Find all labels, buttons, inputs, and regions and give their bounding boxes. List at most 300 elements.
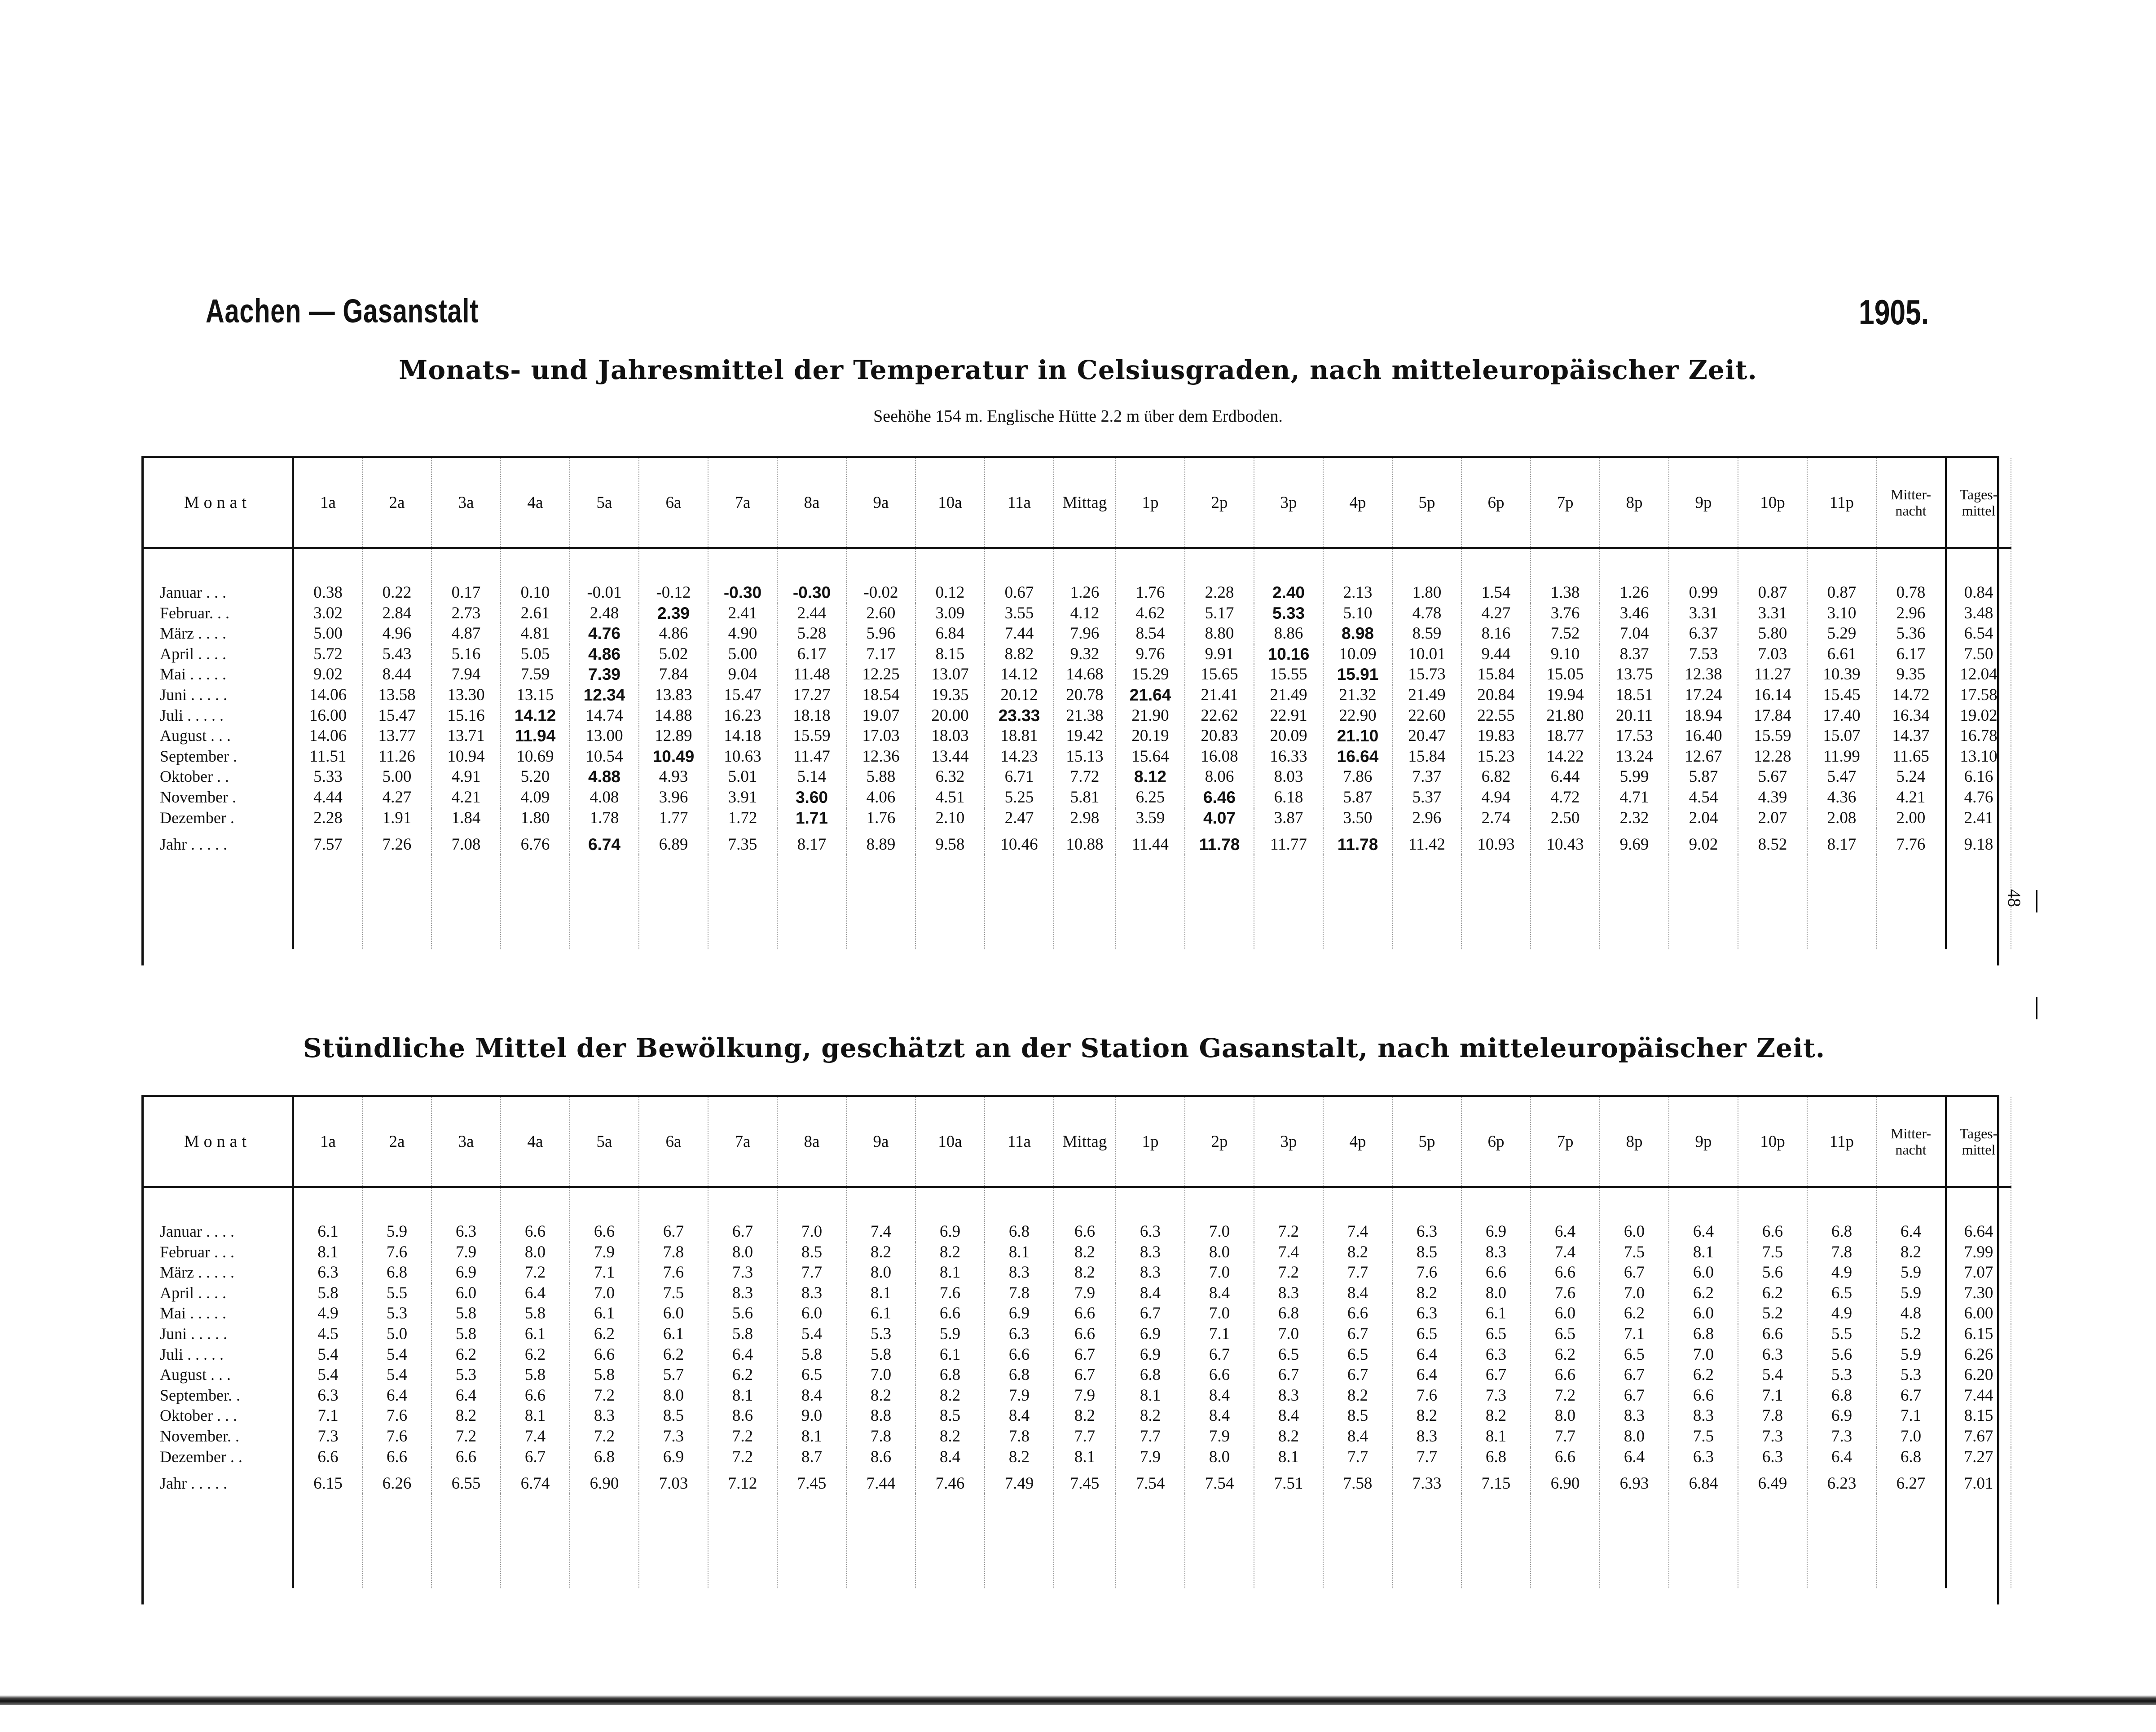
cell-value: 5.8 <box>501 1303 570 1324</box>
cell-value: 5.4 <box>293 1344 362 1365</box>
cell-value: 8.2 <box>1876 1242 1946 1263</box>
cell-value: 8.2 <box>1054 1262 1116 1283</box>
cell-value: 7.76 <box>1876 828 1946 855</box>
cell-value: 20.09 <box>1254 726 1323 746</box>
cell-value: 8.1 <box>777 1426 846 1447</box>
daily-mean-value: 9.18 <box>1946 828 2011 855</box>
cell-value: 9.0 <box>777 1406 846 1426</box>
cell-value: 6.6 <box>1054 1324 1116 1344</box>
cell-value: 6.5 <box>1254 1344 1323 1365</box>
cell-value: 15.23 <box>1461 746 1531 767</box>
cell-value: 7.4 <box>846 1221 915 1242</box>
cell-value: 14.74 <box>570 705 639 726</box>
cell-value: -0.02 <box>846 582 915 603</box>
cell-value: 5.05 <box>501 644 570 665</box>
cell-value: 5.3 <box>846 1324 915 1344</box>
cell-value: 6.3 <box>1738 1344 1807 1365</box>
table-row <box>143 726 2011 746</box>
cell-value: 13.71 <box>431 726 501 746</box>
cell-value: 6.6 <box>501 1221 570 1242</box>
cell-value: 20.83 <box>1185 726 1254 746</box>
cell-value: 6.25 <box>1116 787 1185 808</box>
cell-value: 8.6 <box>708 1406 777 1426</box>
cell-value: 19.94 <box>1531 685 1600 705</box>
cell-value: 5.8 <box>293 1283 362 1304</box>
cell-value: 6.6 <box>293 1447 362 1468</box>
cell-value: 6.49 <box>1738 1467 1807 1494</box>
cell-value: 7.15 <box>1461 1467 1531 1494</box>
cell-value: 7.9 <box>1054 1283 1116 1304</box>
header-hour-4p: 4p <box>1323 1097 1392 1187</box>
cell-value: 15.47 <box>362 705 431 726</box>
cell-value: 10.94 <box>431 746 501 767</box>
cell-value: 3.55 <box>985 603 1054 624</box>
cell-value: 3.50 <box>1323 808 1392 829</box>
cell-value: 5.36 <box>1876 623 1946 644</box>
cell-value: 7.45 <box>1054 1467 1116 1494</box>
cell-value: 6.76 <box>501 828 570 855</box>
table-row <box>143 1262 2011 1283</box>
cell-value: 8.5 <box>639 1406 708 1426</box>
cell-value: 7.9 <box>570 1242 639 1263</box>
cell-value: 6.2 <box>431 1344 501 1365</box>
cell-value: 6.8 <box>1807 1221 1876 1242</box>
daily-mean-value: 4.76 <box>1946 787 2011 808</box>
cell-value: 8.3 <box>708 1283 777 1304</box>
cell-value: 6.2 <box>501 1344 570 1365</box>
header-month: Monat <box>143 1097 293 1187</box>
cell-value: 3.59 <box>1116 808 1185 829</box>
cell-value: 0.38 <box>293 582 362 603</box>
cell-value: 8.2 <box>1116 1406 1185 1426</box>
cell-value: 8.2 <box>1323 1242 1392 1263</box>
cell-value: 19.35 <box>915 685 985 705</box>
cell-value: 8.2 <box>915 1242 985 1263</box>
cell-value: 6.4 <box>1876 1221 1946 1242</box>
cell-value: 6.5 <box>1600 1344 1669 1365</box>
cell-value: 8.3 <box>570 1406 639 1426</box>
cell-value: 11.47 <box>777 746 846 767</box>
cell-value: 7.3 <box>708 1262 777 1283</box>
station-title: Aachen — Gasanstalt <box>206 292 479 330</box>
cell-value: 7.0 <box>1254 1324 1323 1344</box>
cell-value: 6.2 <box>1531 1344 1600 1365</box>
cell-value: 7.03 <box>1738 644 1807 665</box>
cell-value: 15.47 <box>708 685 777 705</box>
cell-value: 10.63 <box>708 746 777 767</box>
cell-value: 20.12 <box>985 685 1054 705</box>
cell-value: -0.30 <box>708 582 777 603</box>
cell-value: 7.0 <box>570 1283 639 1304</box>
cell-value: 7.96 <box>1054 623 1116 644</box>
header-hour-7p: 7p <box>1531 458 1600 548</box>
cell-value: 10.88 <box>1054 828 1116 855</box>
cell-value: 2.40 <box>1254 582 1323 603</box>
cell-value: 6.71 <box>985 767 1054 787</box>
header-hour-3p: 3p <box>1254 458 1323 548</box>
cell-value: 6.3 <box>1669 1447 1738 1468</box>
cell-value: 1.76 <box>846 808 915 829</box>
daily-mean-value: 16.78 <box>1946 726 2011 746</box>
cell-value: 4.9 <box>1807 1303 1876 1324</box>
page-number: 48 <box>2004 889 2024 907</box>
cell-value: 7.59 <box>501 664 570 685</box>
cell-value: 6.2 <box>708 1365 777 1385</box>
daily-mean-value: 6.15 <box>1946 1324 2011 1344</box>
cell-value: 6.2 <box>639 1344 708 1365</box>
cell-value: 6.7 <box>1323 1324 1392 1344</box>
cell-value: 7.53 <box>1669 644 1738 665</box>
temperature-table <box>143 458 2011 949</box>
daily-mean-value: 17.58 <box>1946 685 2011 705</box>
cell-value: 2.07 <box>1738 808 1807 829</box>
cell-value: 12.89 <box>639 726 708 746</box>
cell-value: 6.9 <box>1116 1324 1185 1344</box>
cell-value: 6.8 <box>1461 1447 1531 1468</box>
cell-value: 13.07 <box>915 664 985 685</box>
cell-value: 6.6 <box>570 1221 639 1242</box>
cell-value: 6.3 <box>431 1221 501 1242</box>
cell-value: 16.40 <box>1669 726 1738 746</box>
cell-value: 8.15 <box>915 644 985 665</box>
cell-value: 5.8 <box>846 1344 915 1365</box>
cell-value: 6.7 <box>1185 1344 1254 1365</box>
cell-value: 6.18 <box>1254 787 1323 808</box>
cell-value: 7.1 <box>570 1262 639 1283</box>
cell-value: 7.9 <box>1116 1447 1185 1468</box>
cell-value: 7.6 <box>362 1426 431 1447</box>
cell-value: 7.9 <box>1185 1426 1254 1447</box>
cell-value: 7.0 <box>777 1221 846 1242</box>
cell-value: 1.91 <box>362 808 431 829</box>
cell-value: 15.59 <box>1738 726 1807 746</box>
cell-value: 6.5 <box>1323 1344 1392 1365</box>
header-hour-10p: 10p <box>1738 458 1807 548</box>
cell-value: 7.7 <box>777 1262 846 1283</box>
cell-value: 6.8 <box>362 1262 431 1283</box>
cell-value: 16.00 <box>293 705 362 726</box>
table-row <box>143 1242 2011 1263</box>
cell-value: 6.7 <box>1254 1365 1323 1385</box>
cell-value: 5.99 <box>1600 767 1669 787</box>
cell-value: 2.74 <box>1461 808 1531 829</box>
cell-value: 6.9 <box>1807 1406 1876 1426</box>
cell-value: 7.03 <box>639 1467 708 1494</box>
cell-value: 6.9 <box>431 1262 501 1283</box>
cell-value: 7.2 <box>1531 1385 1600 1406</box>
cell-value: 23.33 <box>985 705 1054 726</box>
cell-value: 14.06 <box>293 685 362 705</box>
cell-value: 13.77 <box>362 726 431 746</box>
cell-value: 6.8 <box>985 1365 1054 1385</box>
cell-value: 6.1 <box>293 1221 362 1242</box>
header-hour-11a: 11a <box>985 458 1054 548</box>
cell-value: 6.1 <box>639 1324 708 1344</box>
cell-value: 8.3 <box>1392 1426 1461 1447</box>
cell-value: 0.12 <box>915 582 985 603</box>
cell-value: 8.0 <box>1461 1283 1531 1304</box>
cell-value: 6.61 <box>1807 644 1876 665</box>
cell-value: 6.3 <box>1461 1344 1531 1365</box>
cell-value: 7.9 <box>1054 1385 1116 1406</box>
cell-value: 20.11 <box>1600 705 1669 726</box>
cell-value: 18.77 <box>1531 726 1600 746</box>
cell-value: 5.4 <box>362 1344 431 1365</box>
cell-value: 7.2 <box>501 1262 570 1283</box>
cell-value: 8.2 <box>1323 1385 1392 1406</box>
cell-value: 8.0 <box>1185 1447 1254 1468</box>
cell-value: 0.78 <box>1876 582 1946 603</box>
cell-value: 8.4 <box>1116 1283 1185 1304</box>
daily-mean-value: 7.01 <box>1946 1467 2011 1494</box>
cell-value: 7.2 <box>431 1426 501 1447</box>
cell-value: 11.42 <box>1392 828 1461 855</box>
daily-mean-value: 7.99 <box>1946 1242 2011 1263</box>
cell-value: 8.4 <box>1185 1283 1254 1304</box>
cell-value: 22.62 <box>1185 705 1254 726</box>
cell-value: 17.84 <box>1738 705 1807 726</box>
cell-value: 20.00 <box>915 705 985 726</box>
header-hour-mitternacht: Mitter- nacht <box>1876 1097 1946 1187</box>
cell-value: 6.1 <box>915 1344 985 1365</box>
header-hour-6p: 6p <box>1461 458 1531 548</box>
cell-value: 2.41 <box>708 603 777 624</box>
cell-value: 7.45 <box>777 1467 846 1494</box>
header-hour-6a: 6a <box>639 1097 708 1187</box>
cell-value: 2.28 <box>1185 582 1254 603</box>
table-row <box>143 582 2011 603</box>
month-label: Januar . . . <box>143 582 293 603</box>
cell-value: 6.90 <box>1531 1467 1600 1494</box>
month-label: Dezember . . <box>143 1447 293 1468</box>
cell-value: 10.93 <box>1461 828 1531 855</box>
cell-value: 8.2 <box>1392 1283 1461 1304</box>
cell-value: 6.6 <box>1738 1221 1807 1242</box>
cell-value: 6.9 <box>1461 1221 1531 1242</box>
cell-value: 8.2 <box>915 1385 985 1406</box>
cell-value: 13.44 <box>915 746 985 767</box>
cell-value: 4.12 <box>1054 603 1116 624</box>
cell-value: 11.78 <box>1323 828 1392 855</box>
month-label: Jahr . . . . . <box>143 1467 293 1494</box>
header-hour-11a: 11a <box>985 1097 1054 1187</box>
cell-value: 5.9 <box>1876 1262 1946 1283</box>
cell-value: 0.87 <box>1738 582 1807 603</box>
cell-value: 5.20 <box>501 767 570 787</box>
header-hour-2a: 2a <box>362 458 431 548</box>
cell-value: 9.02 <box>293 664 362 685</box>
cell-value: 7.0 <box>1185 1221 1254 1242</box>
cell-value: 15.13 <box>1054 746 1116 767</box>
cell-value: 6.6 <box>1531 1365 1600 1385</box>
cell-value: 4.96 <box>362 623 431 644</box>
cell-value: 2.96 <box>1392 808 1461 829</box>
cell-value: 3.31 <box>1669 603 1738 624</box>
header-hour-6a: 6a <box>639 458 708 548</box>
cell-value: 6.8 <box>570 1447 639 1468</box>
cell-value: 0.17 <box>431 582 501 603</box>
cell-value: 3.76 <box>1531 603 1600 624</box>
cell-value: 5.33 <box>293 767 362 787</box>
cell-value: 6.3 <box>293 1385 362 1406</box>
cell-value: 6.7 <box>1600 1365 1669 1385</box>
cell-value: 5.81 <box>1054 787 1116 808</box>
month-label: Februar . . . <box>143 1242 293 1263</box>
cell-value: 7.49 <box>985 1467 1054 1494</box>
cell-value: 4.88 <box>570 767 639 787</box>
cell-value: 10.69 <box>501 746 570 767</box>
cell-value: 3.91 <box>708 787 777 808</box>
cell-value: 6.0 <box>1669 1303 1738 1324</box>
cell-value: 1.72 <box>708 808 777 829</box>
cell-value: 14.18 <box>708 726 777 746</box>
cell-value: 7.3 <box>1461 1385 1531 1406</box>
daily-mean-value: 6.64 <box>1946 1221 2011 1242</box>
cell-value: 6.9 <box>985 1303 1054 1324</box>
daily-mean-value: 7.50 <box>1946 644 2011 665</box>
cell-value: 4.09 <box>501 787 570 808</box>
cell-value: 18.94 <box>1669 705 1738 726</box>
cell-value: 15.91 <box>1323 664 1392 685</box>
cell-value: 4.72 <box>1531 787 1600 808</box>
cell-value: 8.5 <box>1323 1406 1392 1426</box>
cell-value: 8.4 <box>915 1447 985 1468</box>
cell-value: 6.0 <box>1669 1262 1738 1283</box>
cell-value: 6.8 <box>1116 1365 1185 1385</box>
header-month: Monat <box>143 458 293 548</box>
cell-value: 7.84 <box>639 664 708 685</box>
cloudiness-table-title: Stündliche Mittel der Bewölkung, geschätzt an der Station Gasanstalt, nach mitteleuropäischer Zeit. <box>303 1033 1826 1063</box>
cell-value: 7.0 <box>1600 1283 1669 1304</box>
month-label: November. . <box>143 1426 293 1447</box>
cell-value: 19.07 <box>846 705 915 726</box>
cell-value: 4.21 <box>431 787 501 808</box>
cell-value: 2.39 <box>639 603 708 624</box>
cell-value: 17.24 <box>1669 685 1738 705</box>
cell-value: 1.54 <box>1461 582 1531 603</box>
cell-value: 21.80 <box>1531 705 1600 726</box>
cell-value: 7.9 <box>985 1385 1054 1406</box>
cell-value: 10.43 <box>1531 828 1600 855</box>
cell-value: 5.4 <box>1738 1365 1807 1385</box>
cell-value: 7.1 <box>293 1406 362 1426</box>
cell-value: 20.47 <box>1392 726 1461 746</box>
daily-mean-value: 6.26 <box>1946 1344 2011 1365</box>
header-hour-7a: 7a <box>708 458 777 548</box>
cell-value: 6.0 <box>431 1283 501 1304</box>
month-label: März . . . . <box>143 623 293 644</box>
table-row <box>143 1467 2011 1494</box>
cell-value: 7.8 <box>846 1426 915 1447</box>
table-row <box>143 664 2011 685</box>
cell-value: 5.0 <box>362 1324 431 1344</box>
cell-value: 6.5 <box>777 1365 846 1385</box>
table-row <box>143 787 2011 808</box>
cell-value: 6.7 <box>1600 1385 1669 1406</box>
cell-value: 4.9 <box>1807 1262 1876 1283</box>
cell-value: 1.71 <box>777 808 846 829</box>
cell-value: 7.5 <box>1669 1426 1738 1447</box>
cell-value: 7.8 <box>985 1426 1054 1447</box>
cell-value: 6.32 <box>915 767 985 787</box>
cell-value: 15.73 <box>1392 664 1461 685</box>
table-row <box>143 1426 2011 1447</box>
cell-value: 6.6 <box>1461 1262 1531 1283</box>
cell-value: 7.8 <box>985 1283 1054 1304</box>
header-hour-2a: 2a <box>362 1097 431 1187</box>
daily-mean-value: 7.67 <box>1946 1426 2011 1447</box>
cell-value: 6.9 <box>915 1221 985 1242</box>
cell-value: 2.10 <box>915 808 985 829</box>
cell-value: 1.80 <box>501 808 570 829</box>
cell-value: 14.23 <box>985 746 1054 767</box>
cell-value: 5.5 <box>1807 1324 1876 1344</box>
header-hour-1a: 1a <box>293 458 362 548</box>
cell-value: 8.1 <box>708 1385 777 1406</box>
cell-value: 10.39 <box>1807 664 1876 685</box>
daily-mean-value: 6.20 <box>1946 1365 2011 1385</box>
cell-value: 4.81 <box>501 623 570 644</box>
cell-value: 11.77 <box>1254 828 1323 855</box>
cell-value: 1.84 <box>431 808 501 829</box>
cell-value: 7.8 <box>1807 1242 1876 1263</box>
cell-value: 7.26 <box>362 828 431 855</box>
table-row <box>143 644 2011 665</box>
cell-value: -0.12 <box>639 582 708 603</box>
cell-value: 8.2 <box>431 1406 501 1426</box>
cell-value: 6.6 <box>1054 1303 1116 1324</box>
cell-value: 7.0 <box>1669 1344 1738 1365</box>
cell-value: 13.75 <box>1600 664 1669 685</box>
cell-value: 6.7 <box>1116 1303 1185 1324</box>
cell-value: 7.3 <box>293 1426 362 1447</box>
cell-value: 5.47 <box>1807 767 1876 787</box>
cell-value: 10.16 <box>1254 644 1323 665</box>
cell-value: 8.1 <box>1254 1447 1323 1468</box>
cell-value: 5.37 <box>1392 787 1461 808</box>
cell-value: 6.4 <box>1669 1221 1738 1242</box>
cell-value: 0.67 <box>985 582 1054 603</box>
cell-value: 6.89 <box>639 828 708 855</box>
cell-value: 6.0 <box>1600 1221 1669 1242</box>
cell-value: 6.6 <box>1531 1447 1600 1468</box>
cell-value: 7.2 <box>708 1426 777 1447</box>
cell-value: 8.8 <box>846 1406 915 1426</box>
cell-value: 4.71 <box>1600 787 1669 808</box>
header-hour-mitternacht: Mitter- nacht <box>1876 458 1946 548</box>
cell-value: 3.96 <box>639 787 708 808</box>
daily-mean-value: 6.00 <box>1946 1303 2011 1324</box>
cell-value: 6.8 <box>1254 1303 1323 1324</box>
cell-value: 7.72 <box>1054 767 1116 787</box>
cell-value: 5.87 <box>1669 767 1738 787</box>
cell-value: 7.54 <box>1116 1467 1185 1494</box>
cell-value: 14.37 <box>1876 726 1946 746</box>
cell-value: 7.3 <box>639 1426 708 1447</box>
cell-value: 2.96 <box>1876 603 1946 624</box>
cell-value: 12.36 <box>846 746 915 767</box>
header-hour-mittag: Mittag <box>1054 1097 1116 1187</box>
cell-value: 8.1 <box>1669 1242 1738 1263</box>
header-hour-7p: 7p <box>1531 1097 1600 1187</box>
cell-value: 7.1 <box>1738 1385 1807 1406</box>
cell-value: 6.7 <box>639 1221 708 1242</box>
cell-value: 7.2 <box>708 1447 777 1468</box>
cell-value: 7.39 <box>570 664 639 685</box>
cell-value: 1.38 <box>1531 582 1600 603</box>
header-hour-8p: 8p <box>1600 1097 1669 1187</box>
cell-value: 7.12 <box>708 1467 777 1494</box>
